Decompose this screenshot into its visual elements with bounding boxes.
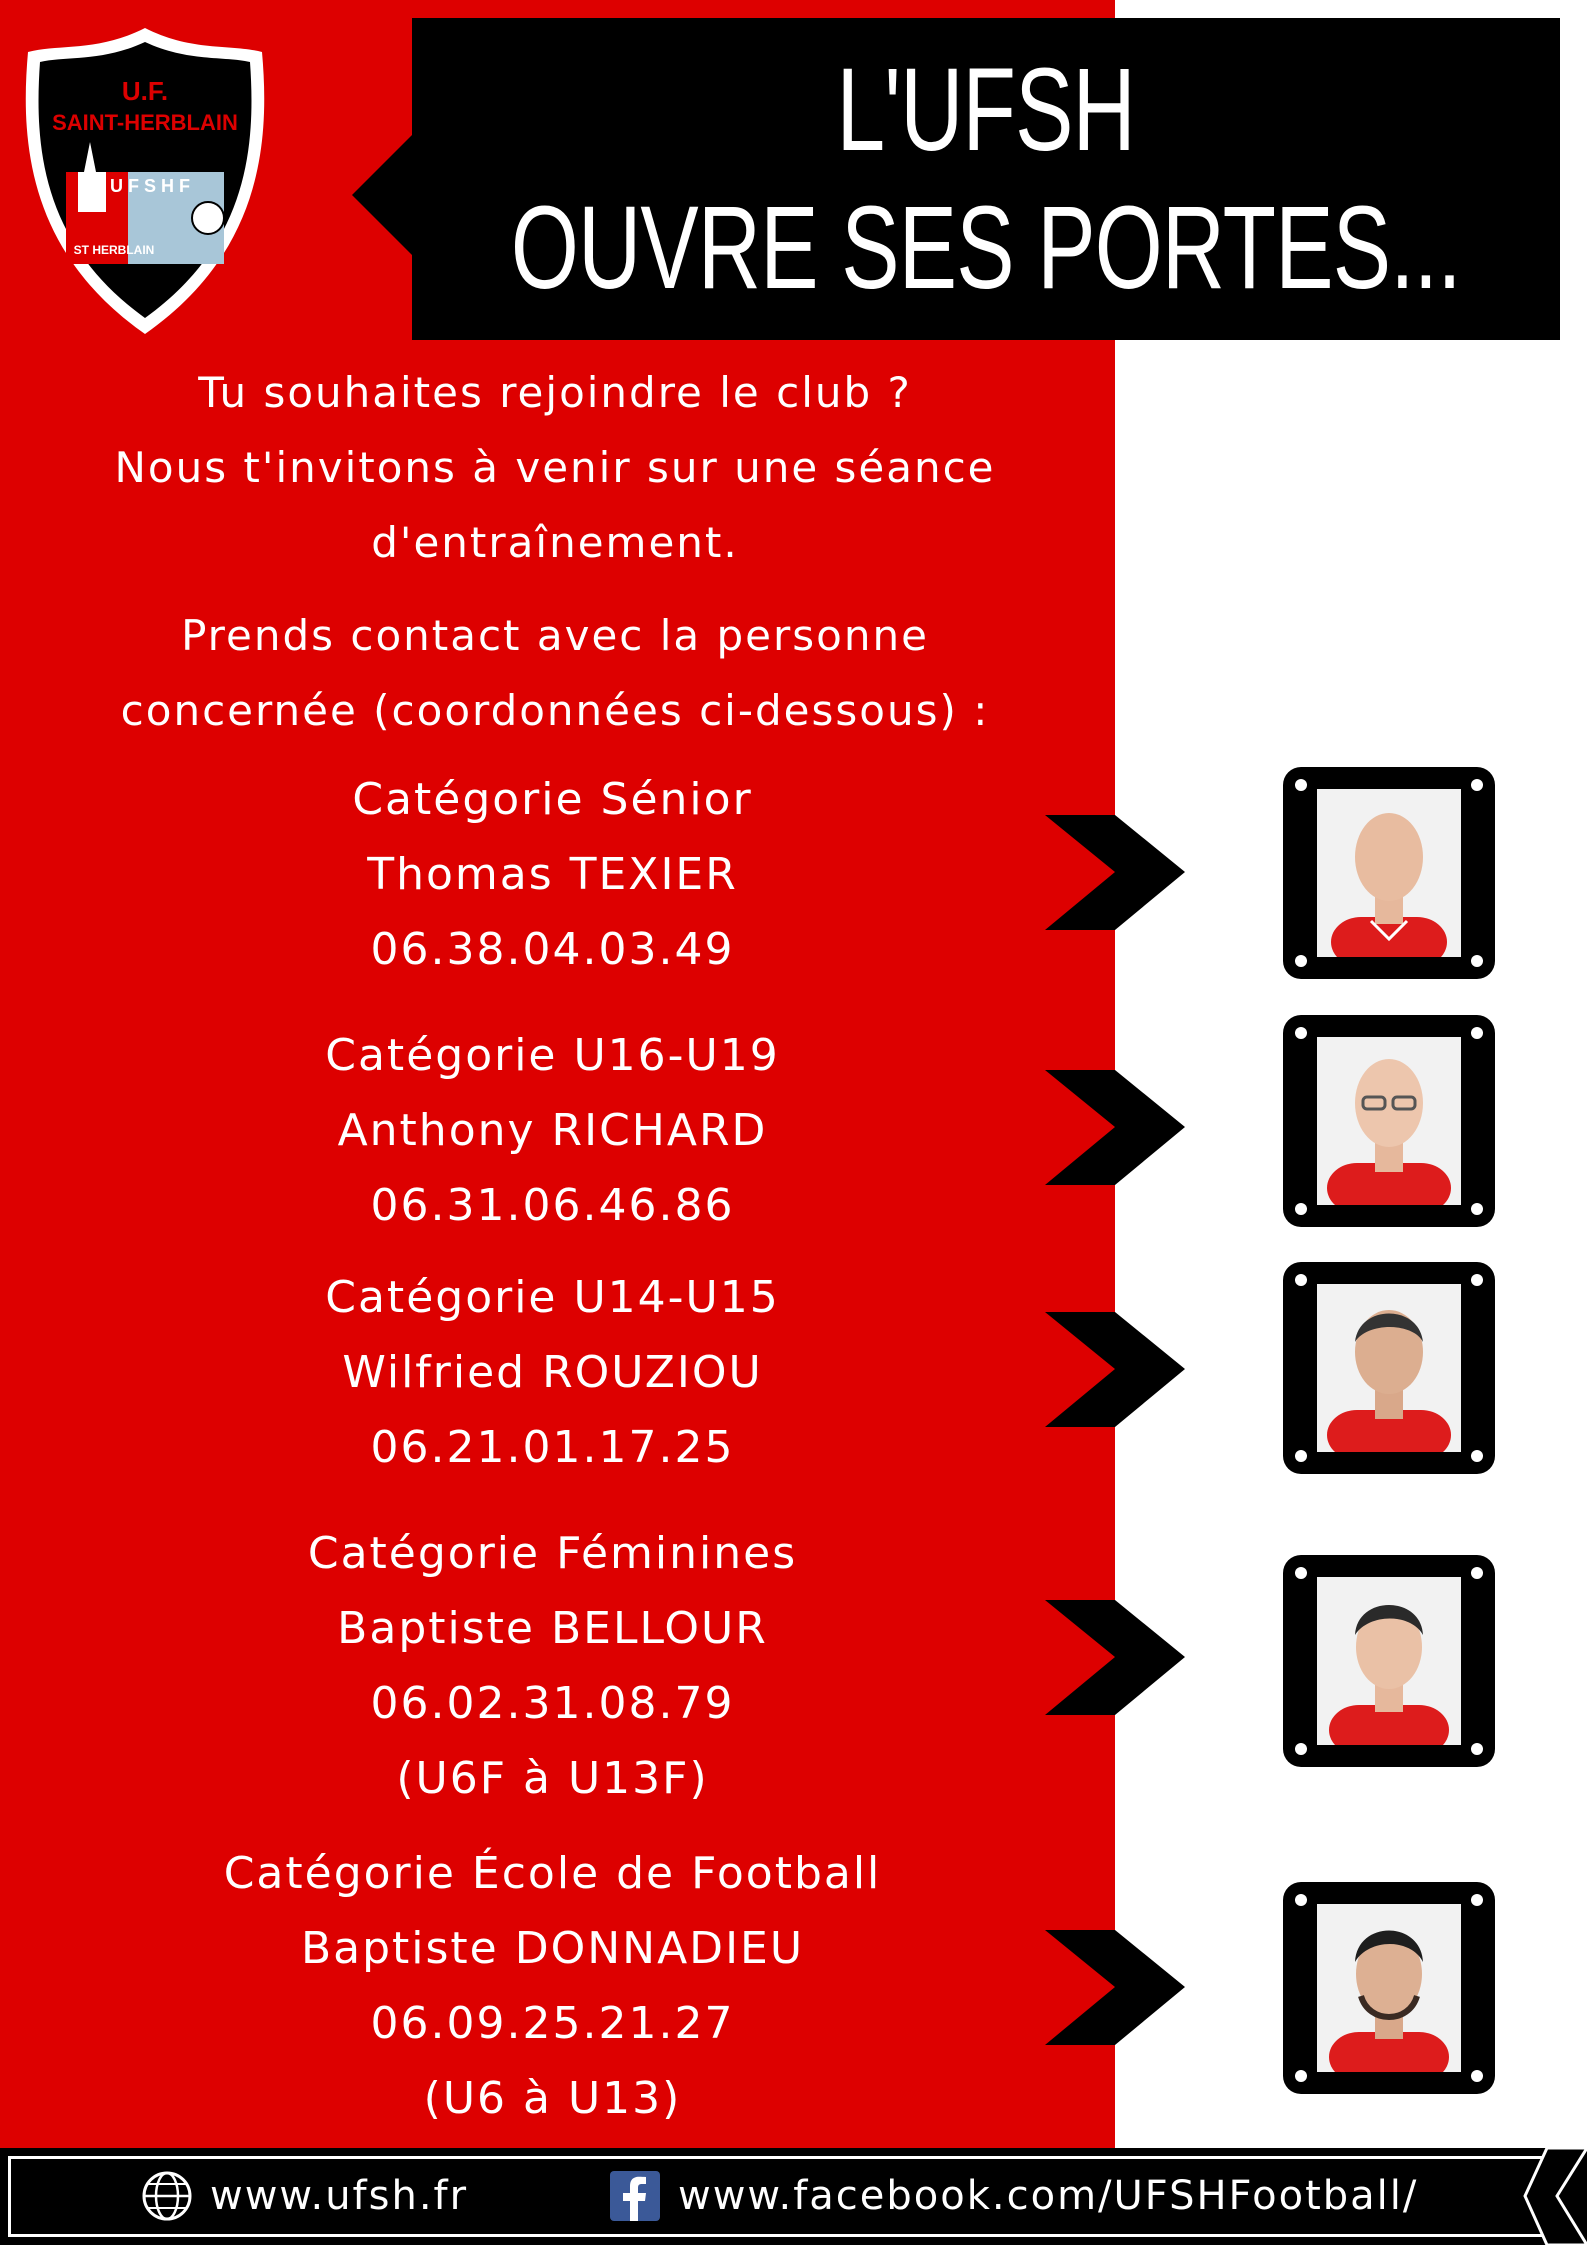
person-photo-icon	[1317, 1284, 1461, 1452]
facebook-text[interactable]: www.facebook.com/UFSHFootball/	[678, 2173, 1419, 2219]
contact-name: Baptiste DONNADIEU	[300, 1923, 805, 1974]
intro-line: d'entraînement.	[371, 518, 739, 567]
contact-name: Wilfried ROUZIOU	[342, 1347, 763, 1398]
logo-letters: U F S H F	[110, 176, 190, 196]
contact-category: Catégorie Féminines	[307, 1528, 798, 1579]
chevron-right-icon	[1045, 1070, 1185, 1185]
contact-category: Catégorie U14-U15	[325, 1272, 780, 1323]
website-link[interactable]	[140, 2166, 468, 2226]
contact-category: Catégorie U16-U19	[325, 1030, 780, 1081]
photo-frame-senior	[1283, 767, 1495, 979]
chevron-right-icon	[1045, 1930, 1185, 2045]
globe-icon	[140, 2169, 194, 2223]
photo-frame-u16-u19	[1283, 1015, 1495, 1227]
contact-senior	[100, 762, 1005, 987]
contact-name: Anthony RICHARD	[337, 1105, 768, 1156]
intro-line: concernée (coordonnées ci-dessous) :	[120, 686, 990, 735]
title-line-1: L'UFSH	[836, 44, 1136, 176]
chevron-right-icon	[1045, 1312, 1185, 1427]
contact-category: Catégorie Sénior	[352, 774, 753, 825]
person-photo-icon	[1317, 789, 1461, 957]
facebook-icon	[610, 2171, 660, 2221]
footer-notch	[1517, 2148, 1587, 2245]
person-photo-icon	[1317, 1904, 1461, 2072]
intro-line: Tu souhaites rejoindre le club ?	[198, 368, 912, 417]
contact-ecole-de-football	[100, 1836, 1005, 2136]
contact-u14-u15	[100, 1260, 1005, 1485]
facebook-link[interactable]	[610, 2166, 1418, 2226]
contact-phone[interactable]: 06.21.01.17.25	[370, 1422, 735, 1473]
contact-feminines	[100, 1516, 1005, 1816]
chevron-right-icon	[1045, 1600, 1185, 1715]
photo-frame-feminines	[1283, 1555, 1495, 1767]
photo-frame-u14-u15	[1283, 1262, 1495, 1474]
footer-bar	[0, 2148, 1587, 2245]
chevron-right-icon	[1045, 815, 1185, 930]
person-photo-icon	[1317, 1577, 1461, 1745]
logo-bottom-text: ST HERBLAIN	[73, 243, 155, 257]
website-text[interactable]: www.ufsh.fr	[210, 2173, 469, 2219]
title-banner	[412, 18, 1560, 340]
club-logo	[18, 22, 273, 340]
contact-category: Catégorie École de Football	[223, 1848, 882, 1899]
contact-name: Thomas TEXIER	[367, 849, 738, 900]
intro-line: Nous t'invitons à venir sur une séance	[114, 443, 996, 492]
logo-top-text: U.F.	[121, 76, 169, 106]
contact-note: (U6F à U13F)	[396, 1753, 709, 1804]
contact-name: Baptiste BELLOUR	[337, 1603, 768, 1654]
intro-text	[40, 355, 1070, 748]
contact-phone[interactable]: 06.38.04.03.49	[370, 924, 735, 975]
contact-phone[interactable]: 06.09.25.21.27	[370, 1998, 735, 2049]
intro-line: Prends contact avec la personne	[181, 611, 929, 660]
photo-frame-ecole-de-football	[1283, 1882, 1495, 2094]
logo-club-name: SAINT-HERBLAIN	[52, 110, 238, 135]
contact-u16-u19	[100, 1018, 1005, 1243]
title-line-2: OUVRE SES PORTES...	[511, 182, 1461, 314]
contact-phone[interactable]: 06.31.06.46.86	[370, 1180, 735, 1231]
title-pointer-shape	[352, 130, 417, 260]
contact-note: (U6 à U13)	[423, 2073, 682, 2124]
contact-phone[interactable]: 06.02.31.08.79	[370, 1678, 735, 1729]
person-photo-icon	[1317, 1037, 1461, 1205]
